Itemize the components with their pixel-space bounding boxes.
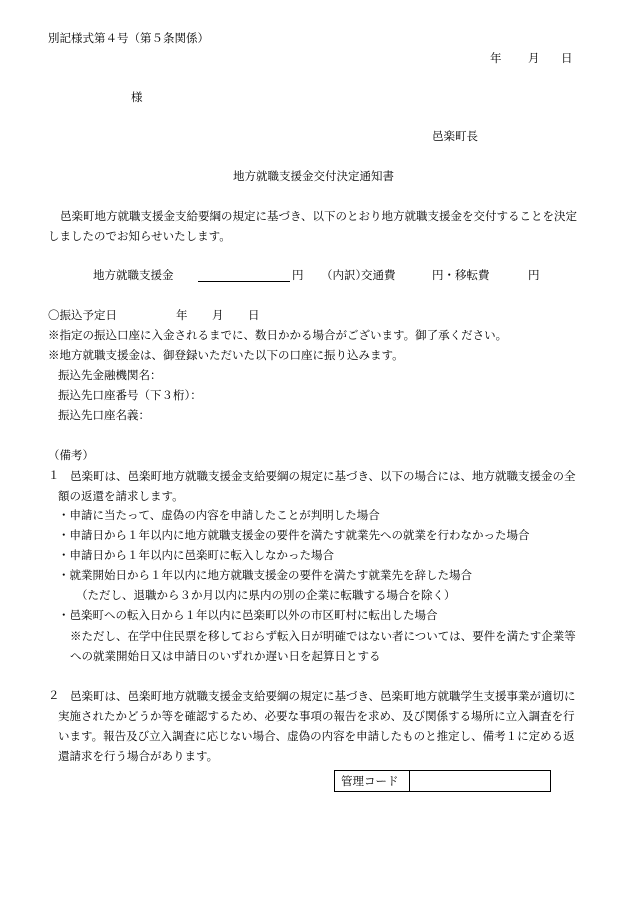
breakdown-label: （内訳） [321, 268, 367, 282]
remarks-bullet: ・就業開始日から１年以内に地方就職支援金の要件を満たす就業先を辞した場合 [58, 568, 472, 582]
issuer: 邑楽町長 [432, 129, 478, 143]
remarks-bullet: ・邑楽町への転入日から１年以内に邑楽町以外の市区町村に転出した場合 [58, 608, 438, 622]
transfer-month: 月 [212, 308, 224, 322]
remarks-item-2-text: 邑楽町は、邑楽町地方就職支援金支給要綱の規定に基づき、邑楽町地方就職学生支援事業が適切に実施されたかどうか等を確認するため、必要な事項の報告を求め、及び関係する場所に立入調査を行います。報告及び立入調査に応じない場合、虚偽の内容を申請したものと推定し、備考１に定める返還請求を行う場合があります。 [58, 689, 576, 763]
remarks-item-2-number: ２ [48, 688, 60, 702]
date-day-label: 日 [561, 51, 573, 65]
transport-label: 交通費 [361, 268, 396, 282]
account-name-label: 振込先口座名義： [58, 408, 150, 422]
remarks-heading: （備考） [48, 448, 94, 462]
date-month-label: 月 [528, 51, 540, 65]
management-code-label: 管理コード [335, 771, 410, 792]
remarks-bullet: ・申請日から１年以内に地方就職支援金の要件を満たす就業先への就業を行わなかった場合 [58, 528, 530, 542]
transport-yen-relocation: 円・移転費 [432, 268, 490, 282]
remarks-bullet: ・申請に当たって、虚偽の内容を申請したことが判明した場合 [58, 508, 380, 522]
amount-label: 地方就職支援金 [93, 268, 174, 282]
remarks-item-1-text: 邑楽町は、邑楽町地方就職支援金支給要綱の規定に基づき、以下の場合には、地方就職支援金の全額の返還を請求します。 [58, 469, 576, 503]
amount-blank [198, 269, 290, 282]
transfer-note-2: ※地方就職支援金は、御登録いただいた以下の口座に振り込みます。 [48, 348, 404, 362]
scheduled-transfer-label: 〇振込予定日 [48, 308, 117, 322]
date-year-label: 年 [490, 51, 502, 65]
remarks-item-1-number: １ [48, 468, 60, 482]
amount-yen: 円 [292, 268, 304, 282]
account-number-label: 振込先口座番号（下３桁）： [58, 388, 202, 402]
transfer-day: 日 [248, 308, 260, 322]
relocation-yen: 円 [528, 268, 540, 282]
remarks-note: ※ただし、在学中住民票を移しておらず転入日が明確ではない者については、要件を満たす企業等への就業開始日又は申請日のいずれか遅い日を起算日とする [70, 629, 576, 663]
transfer-note-1: ※指定の振込口座に入金されるまでに、数日かかる場合がございます。御了承ください。 [48, 328, 508, 342]
recipient-suffix: 様 [131, 90, 143, 104]
form-number: 別記様式第４号（第５条関係） [48, 31, 209, 45]
document-title: 地方就職支援金交付決定通知書 [233, 169, 394, 183]
management-code-value [410, 771, 551, 792]
remarks-bullet-exception: （ただし、退職から３か月以内に県内の別の企業に転職する場合を除く） [76, 588, 456, 602]
transfer-year: 年 [176, 308, 188, 322]
bank-name-label: 振込先金融機関名： [58, 368, 162, 382]
management-code-table [334, 770, 551, 792]
remarks-bullet: ・申請日から１年以内に邑楽町に転入しなかった場合 [58, 548, 334, 562]
intro-paragraph: 邑楽町地方就職支援金支給要綱の規定に基づき、以下のとおり地方就職支援金を交付することを決定しましたのでお知らせいたします。 [48, 209, 578, 243]
